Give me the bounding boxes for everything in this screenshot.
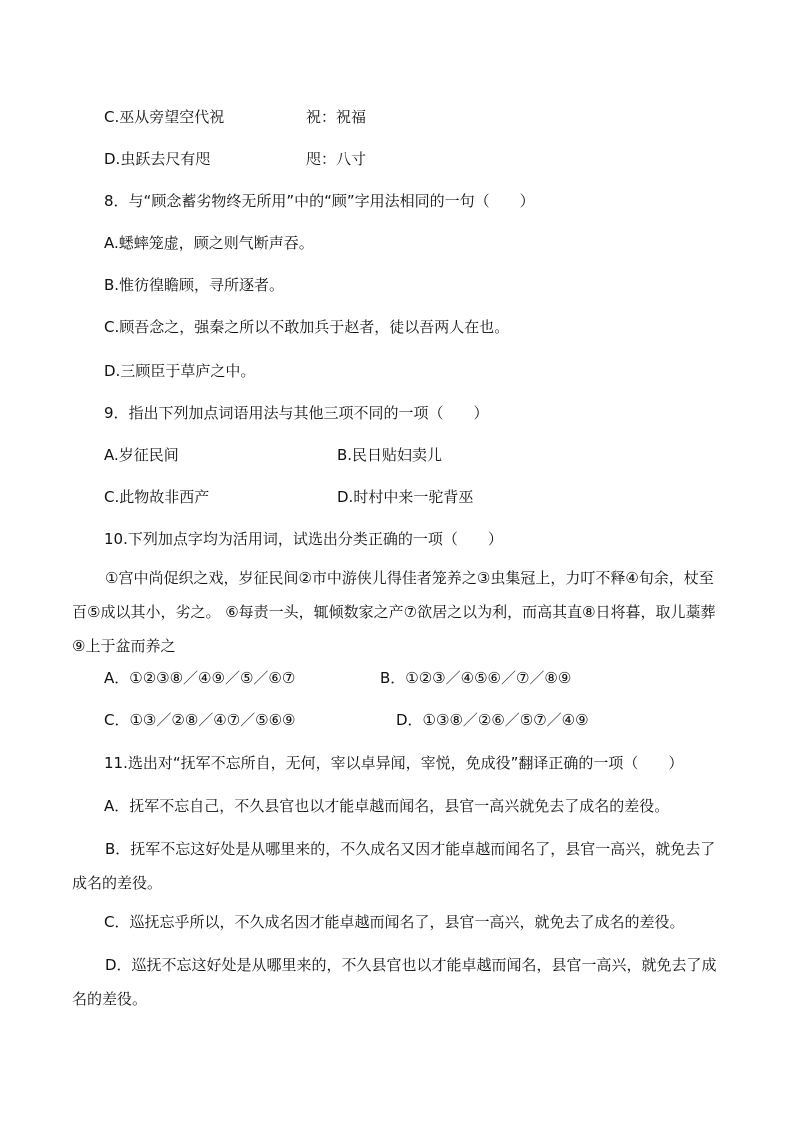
- q11-stem: 11.选出对“抚军不忘所自，无何，宰以卓异闻，宰悦，免成役”翻译正确的一项（ ）: [104, 754, 684, 772]
- q7-option-d-note: 咫：八寸: [306, 150, 367, 168]
- q10-option-d: D．①③⑧／②⑥／⑤⑦／④⑨: [396, 711, 589, 729]
- q10-option-c: C．①③／②⑧／④⑦／⑤⑥⑨: [104, 711, 296, 729]
- q8-option-b: B.惟彷徨瞻顾，寻所逐者。: [104, 276, 285, 294]
- q10-option-a: A．①②③⑧／④⑨／⑤／⑥⑦: [104, 669, 296, 687]
- q9-stem: 9．指出下列加点词语用法与其他三项不同的一项（ ）: [104, 404, 489, 422]
- q9-option-a: A.岁征民间: [104, 446, 179, 464]
- q8-option-d: D.三顾臣于草庐之中。: [104, 362, 256, 380]
- q9-option-c: C.此物故非西产: [104, 488, 210, 506]
- q10-passage: ①宫中尚促织之戏，岁征民间②市中游侠儿得佳者笼养之③虫集冠上，力叮不释④旬余，杖至百⑤成以其小，劣之。 ⑥每责一头，辄倾数家之产⑦欲居之以为利，而高其直⑧日将暮，取儿藁葬 ⑨上于盆而养之: [72, 569, 731, 655]
- q7-option-c-note: 祝：祝福: [306, 108, 367, 126]
- q9-option-b: B.民日贴妇卖儿: [337, 446, 443, 464]
- q9-option-d: D.时村中来一驼背巫: [337, 488, 474, 506]
- q10-option-b: B．①②③／④⑤⑥／⑦／⑧⑨: [380, 669, 572, 687]
- q8-stem: 8．与“顾念蓄劣物终无所用”中的“顾”字用法相同的一句（ ）: [104, 192, 535, 210]
- q11-option-d: D．巡抚不忘这好处是从哪里来的，不久县官也以才能卓越而闻名，县官一高兴，就免去了成名的差役。: [72, 956, 717, 1008]
- q8-option-c: C.顾吾念之，强秦之所以不敢加兵于赵者，徒以吾两人在也。: [104, 318, 510, 336]
- q11-option-a: A．抚军不忘自己，不久县官也以才能卓越而闻名，县官一高兴就免去了成名的差役。: [104, 797, 670, 815]
- q7-option-c: C.巫从旁望空代祝: [104, 108, 225, 126]
- q7-option-d: D.虫跃去尺有咫: [104, 150, 211, 168]
- q8-option-a: A.蟋蟀笼虚，顾之则气断声吞。: [104, 234, 314, 252]
- q11-option-b: B．抚军不忘这好处是从哪里来的，不久成名又因才能卓越而闻名了，县官一高兴，就免去了成名的差役。: [72, 840, 716, 892]
- q11-option-c: C．巡抚忘乎所以，不久成名因才能卓越而闻名了，县官一高兴，就免去了成名的差役。: [104, 913, 685, 931]
- q10-stem: 10.下列加点字均为活用词，试选出分类正确的一项（ ）: [104, 530, 503, 548]
